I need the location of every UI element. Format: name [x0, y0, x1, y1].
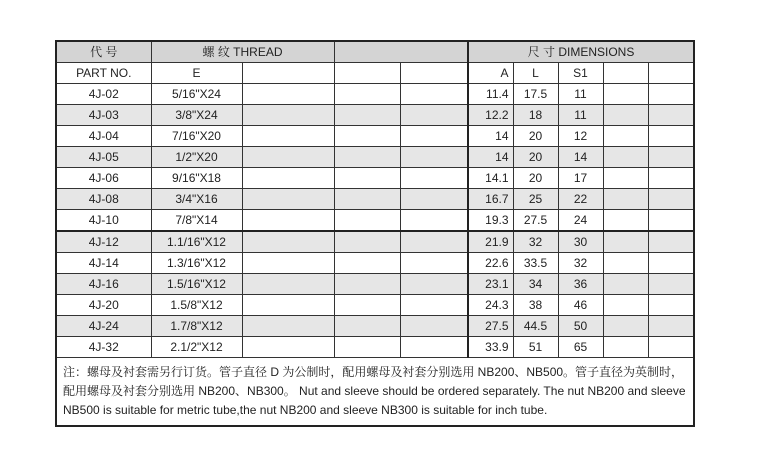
blank-cell — [242, 337, 334, 358]
dim-a-cell: 14 — [468, 147, 513, 168]
dim-l-cell: 20 — [513, 168, 558, 189]
header-blank-1 — [242, 63, 334, 84]
blank-cell — [334, 337, 400, 358]
blank-cell — [242, 253, 334, 274]
header-a: A — [468, 63, 513, 84]
table-row — [56, 337, 694, 358]
table-row — [56, 253, 694, 274]
table-row — [56, 105, 694, 126]
blank-cell — [400, 253, 468, 274]
blank-cell — [603, 295, 648, 316]
blank-cell — [242, 126, 334, 147]
dim-s1-cell: 22 — [558, 189, 603, 210]
part-no-cell: 4J-32 — [56, 337, 151, 358]
dim-s1-cell: 14 — [558, 147, 603, 168]
table-row — [56, 147, 694, 168]
dim-s1-cell: 32 — [558, 253, 603, 274]
part-no-cell: 4J-14 — [56, 253, 151, 274]
blank-cell — [242, 316, 334, 337]
blank-cell — [648, 168, 694, 189]
blank-cell — [400, 210, 468, 232]
blank-cell — [242, 274, 334, 295]
blank-cell — [603, 316, 648, 337]
spec-table — [55, 40, 695, 427]
part-no-cell: 4J-02 — [56, 84, 151, 105]
blank-cell — [400, 337, 468, 358]
dim-s1-cell: 12 — [558, 126, 603, 147]
spec-body — [56, 84, 694, 358]
blank-cell — [648, 210, 694, 232]
blank-cell — [648, 147, 694, 168]
dim-a-cell: 24.3 — [468, 295, 513, 316]
blank-cell — [603, 231, 648, 253]
dim-s1-cell: 36 — [558, 274, 603, 295]
blank-cell — [648, 189, 694, 210]
dim-s1-cell: 17 — [558, 168, 603, 189]
blank-cell — [603, 168, 648, 189]
header-blank-3 — [400, 63, 468, 84]
blank-cell — [400, 147, 468, 168]
header-s1: S1 — [558, 63, 603, 84]
dim-a-cell: 22.6 — [468, 253, 513, 274]
blank-cell — [334, 147, 400, 168]
part-no-cell: 4J-10 — [56, 210, 151, 232]
blank-cell — [648, 84, 694, 105]
blank-cell — [648, 295, 694, 316]
header-dimensions: 尺 寸 DIMENSIONS — [468, 41, 694, 63]
blank-cell — [242, 210, 334, 232]
dim-l-cell: 44.5 — [513, 316, 558, 337]
dim-l-cell: 33.5 — [513, 253, 558, 274]
blank-cell — [400, 168, 468, 189]
dim-a-cell: 11.4 — [468, 84, 513, 105]
thread-cell: 1.5/16"X12 — [151, 274, 242, 295]
dim-l-cell: 25 — [513, 189, 558, 210]
header-blank-2 — [334, 63, 400, 84]
dim-a-cell: 19.3 — [468, 210, 513, 232]
dim-l-cell: 27.5 — [513, 210, 558, 232]
dim-a-cell: 16.7 — [468, 189, 513, 210]
part-no-cell: 4J-12 — [56, 231, 151, 253]
header-blank-5 — [648, 63, 694, 84]
thread-cell: 1.1/16"X12 — [151, 231, 242, 253]
blank-cell — [603, 253, 648, 274]
thread-cell: 2.1/2"X12 — [151, 337, 242, 358]
part-no-cell: 4J-04 — [56, 126, 151, 147]
dim-s1-cell: 24 — [558, 210, 603, 232]
table-row — [56, 189, 694, 210]
header-part-no: PART NO. — [56, 63, 151, 84]
thread-cell: 1.7/8"X12 — [151, 316, 242, 337]
blank-cell — [648, 231, 694, 253]
dim-s1-cell: 50 — [558, 316, 603, 337]
table-row — [56, 168, 694, 189]
dim-l-cell: 20 — [513, 147, 558, 168]
blank-cell — [334, 126, 400, 147]
blank-cell — [242, 105, 334, 126]
blank-cell — [334, 168, 400, 189]
dim-s1-cell: 11 — [558, 105, 603, 126]
blank-cell — [334, 274, 400, 295]
table-row — [56, 295, 694, 316]
blank-cell — [242, 147, 334, 168]
part-no-cell: 4J-08 — [56, 189, 151, 210]
blank-cell — [603, 84, 648, 105]
table-row — [56, 316, 694, 337]
blank-cell — [603, 337, 648, 358]
blank-cell — [603, 189, 648, 210]
table-row — [56, 84, 694, 105]
header-blank-4 — [603, 63, 648, 84]
blank-cell — [648, 337, 694, 358]
footnote: 注：螺母及衬套需另行订货。管子直径 D 为公制时，配用螺母及衬套分别选用 NB200、NB500。管子直径为英制时，配用螺母及衬套分别选用 NB200、NB300。 Nut and sleeve should be ordered separately. The nut NB200 and sleeve NB500 is suitable for metric tube,the nut NB200 and sleeve NB300 is suitable for inch tube. — [56, 358, 694, 427]
dim-l-cell: 32 — [513, 231, 558, 253]
dim-l-cell: 51 — [513, 337, 558, 358]
thread-cell: 7/8"X14 — [151, 210, 242, 232]
blank-cell — [242, 84, 334, 105]
dim-a-cell: 14.1 — [468, 168, 513, 189]
dim-a-cell: 14 — [468, 126, 513, 147]
blank-cell — [334, 231, 400, 253]
table-row — [56, 210, 694, 232]
blank-cell — [648, 105, 694, 126]
blank-cell — [334, 316, 400, 337]
blank-cell — [400, 274, 468, 295]
blank-cell — [603, 274, 648, 295]
dim-s1-cell: 30 — [558, 231, 603, 253]
thread-cell: 5/16"X24 — [151, 84, 242, 105]
blank-cell — [400, 126, 468, 147]
blank-cell — [648, 274, 694, 295]
blank-cell — [648, 126, 694, 147]
blank-cell — [648, 253, 694, 274]
blank-cell — [242, 295, 334, 316]
blank-cell — [603, 147, 648, 168]
table-row — [56, 274, 694, 295]
part-no-cell: 4J-03 — [56, 105, 151, 126]
dim-a-cell: 23.1 — [468, 274, 513, 295]
header-l: L — [513, 63, 558, 84]
part-no-cell: 4J-06 — [56, 168, 151, 189]
blank-cell — [334, 295, 400, 316]
blank-cell — [242, 189, 334, 210]
blank-cell — [334, 189, 400, 210]
blank-cell — [400, 105, 468, 126]
thread-cell: 1.3/16"X12 — [151, 253, 242, 274]
blank-cell — [334, 253, 400, 274]
blank-cell — [334, 84, 400, 105]
dim-a-cell: 27.5 — [468, 316, 513, 337]
table-row — [56, 126, 694, 147]
table-row — [56, 231, 694, 253]
blank-cell — [648, 316, 694, 337]
dim-l-cell: 20 — [513, 126, 558, 147]
part-no-cell: 4J-16 — [56, 274, 151, 295]
blank-cell — [603, 126, 648, 147]
dim-l-cell: 18 — [513, 105, 558, 126]
blank-cell — [242, 231, 334, 253]
blank-cell — [242, 168, 334, 189]
blank-cell — [400, 295, 468, 316]
thread-cell: 9/16"X18 — [151, 168, 242, 189]
header-code-cn: 代 号 — [56, 41, 151, 63]
header-e: E — [151, 63, 242, 84]
blank-cell — [603, 105, 648, 126]
part-no-cell: 4J-05 — [56, 147, 151, 168]
dim-l-cell: 38 — [513, 295, 558, 316]
header-blank — [334, 41, 468, 63]
part-no-cell: 4J-24 — [56, 316, 151, 337]
dim-s1-cell: 65 — [558, 337, 603, 358]
blank-cell — [603, 210, 648, 232]
dim-l-cell: 17.5 — [513, 84, 558, 105]
blank-cell — [334, 105, 400, 126]
dim-s1-cell: 46 — [558, 295, 603, 316]
dim-a-cell: 21.9 — [468, 231, 513, 253]
dim-s1-cell: 11 — [558, 84, 603, 105]
thread-cell: 1.5/8"X12 — [151, 295, 242, 316]
thread-cell: 1/2"X20 — [151, 147, 242, 168]
dim-a-cell: 33.9 — [468, 337, 513, 358]
thread-cell: 3/4"X16 — [151, 189, 242, 210]
header-thread: 螺 纹 THREAD — [151, 41, 334, 63]
dim-l-cell: 34 — [513, 274, 558, 295]
blank-cell — [334, 210, 400, 232]
blank-cell — [400, 316, 468, 337]
blank-cell — [400, 189, 468, 210]
blank-cell — [400, 84, 468, 105]
part-no-cell: 4J-20 — [56, 295, 151, 316]
dim-a-cell: 12.2 — [468, 105, 513, 126]
thread-cell: 7/16"X20 — [151, 126, 242, 147]
blank-cell — [400, 231, 468, 253]
thread-cell: 3/8"X24 — [151, 105, 242, 126]
